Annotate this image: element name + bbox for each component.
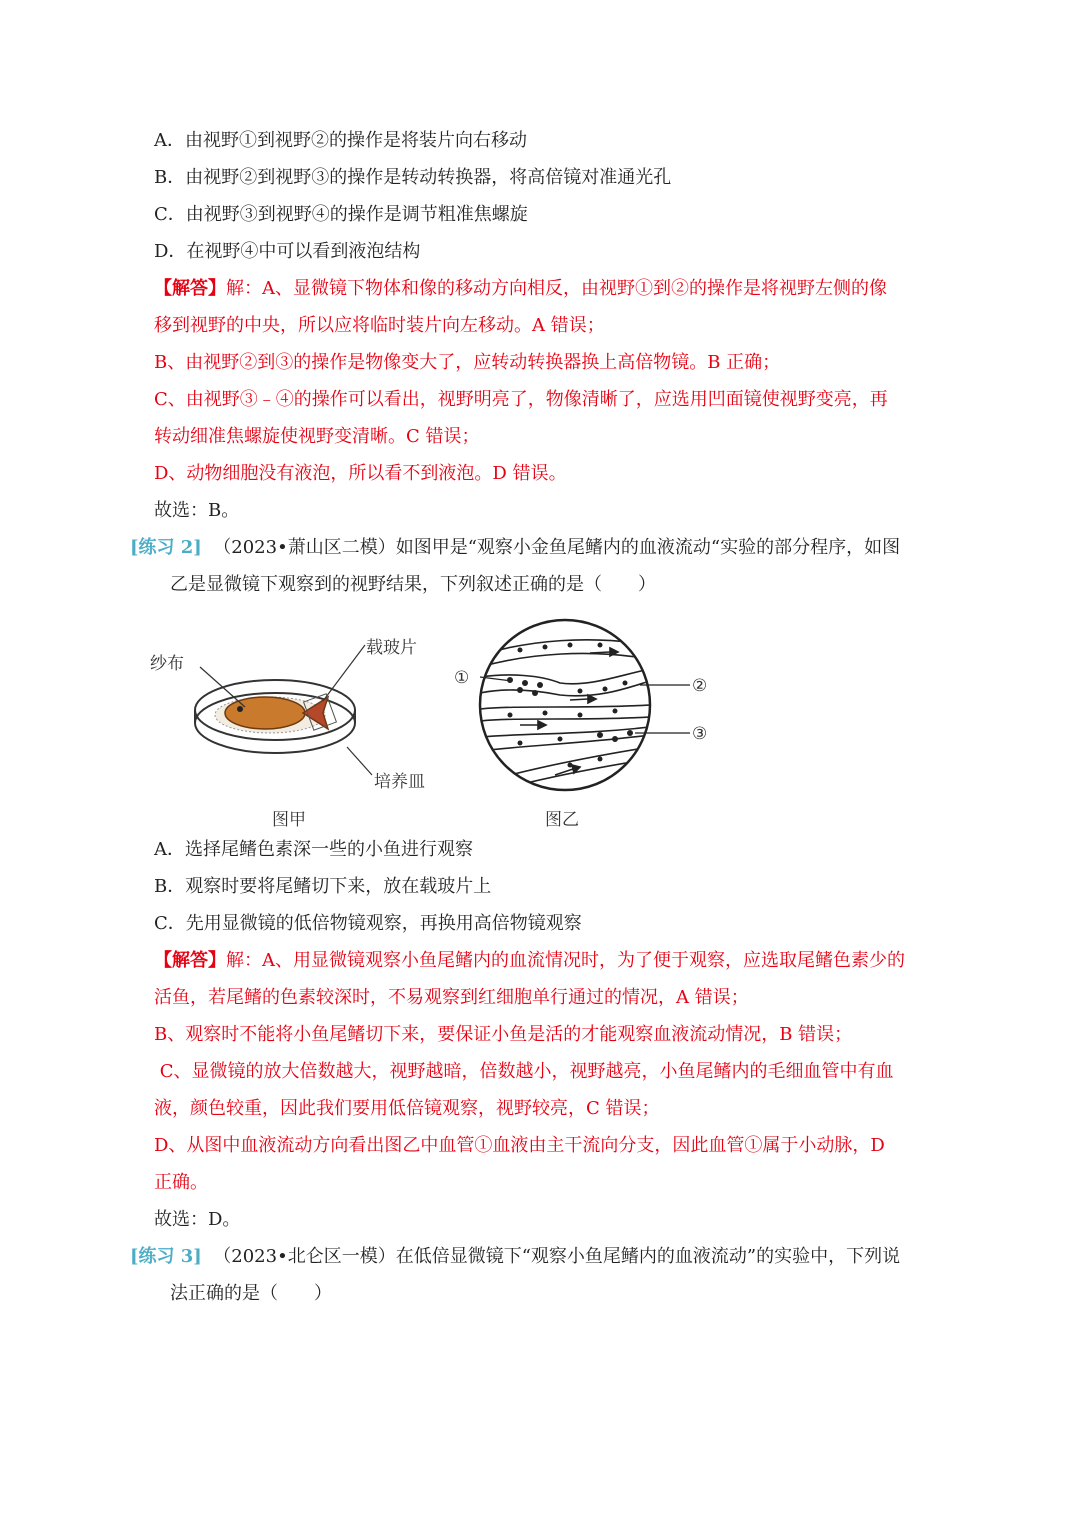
q1-conclusion: 故选：B。 [154, 500, 240, 521]
marker-3: ③ [692, 724, 708, 744]
q3-stem-line-2: 法正确的是（ ） [170, 1283, 332, 1304]
q1-answer-line-5: 转动细准焦螺旋使视野变清晰。C 错误； [154, 426, 480, 447]
q2-option-c: C．先用显微镜的低倍物镜观察，再换用高倍物镜观察 [154, 913, 582, 934]
q2-answer-line-3: B、观察时不能将小鱼尾鳍切下来，要保证小鱼是活的才能观察血液流动情况，B 错误； [154, 1024, 853, 1045]
caption-jia: 图甲 [272, 810, 306, 830]
q1-answer-line-1 [154, 277, 887, 301]
figure-jia-fish-dish [140, 625, 460, 810]
q2-answer-line-7: 正确。 [154, 1172, 208, 1193]
q2-tag: [练习 2] [130, 537, 202, 558]
q3-stem-text-1: （2023•北仑区一模）在低倍显微镜下“观察小鱼尾鳍内的血液流动”的实验中，下列说 [213, 1246, 901, 1267]
q2-answer-line-1 [154, 949, 905, 973]
q1-option-d: D．在视野④中可以看到液泡结构 [154, 241, 421, 262]
label-slide: 载玻片 [366, 638, 417, 658]
label-dish: 培养皿 [374, 772, 425, 792]
q1-option-c: C．由视野③到视野④的操作是调节粗准焦螺旋 [154, 204, 528, 225]
label-gauze: 纱布 [150, 654, 184, 674]
q2-answer-line-5: 液，颜色较重，因此我们要用低倍镜观察，视野较亮，C 错误； [154, 1098, 660, 1119]
q2-option-a: A．选择尾鳍色素深一些的小鱼进行观察 [154, 839, 473, 860]
q1-option-a: A．由视野①到视野②的操作是将装片向右移动 [154, 130, 527, 151]
q1-answer-line-2: 移到视野的中央，所以应将临时装片向左移动。A 错误； [154, 315, 605, 336]
q2-answer-line-4: C、显微镜的放大倍数越大，视野越暗，倍数越小，视野越亮，小鱼尾鳍内的毛细血管中有血 [154, 1061, 894, 1082]
q1-answer-line-3: B、由视野②到③的操作是物像变大了，应转动转换器换上高倍物镜。B 正确； [154, 352, 781, 373]
q2-stem-line-1 [130, 536, 900, 560]
q2-answer-text-1: 解：A、用显微镜观察小鱼尾鳍内的血流情况时，为了便于观察，应选取尾鳍色素少的 [226, 950, 905, 971]
marker-2: ② [692, 676, 708, 696]
figure-yi-microscope-view [450, 605, 720, 805]
q1-answer-text-1: 解：A、显微镜下物体和像的移动方向相反，由视野①到②的操作是将视野左侧的像 [226, 278, 887, 299]
q1-option-b: B．由视野②到视野③的操作是转动转换器，将高倍镜对准通光孔 [154, 167, 672, 188]
q2-stem-text-1: （2023•萧山区二模）如图甲是“观察小金鱼尾鳍内的血液流动“实验的部分程序，如图 [213, 537, 901, 558]
q1-answer-line-6: D、动物细胞没有液泡，所以看不到液泡。D 错误。 [154, 463, 567, 484]
q2-answer-line-6: D、从图中血液流动方向看出图乙中血管①血液由主干流向分支，因此血管①属于小动脉，D [154, 1135, 885, 1156]
q2-stem-line-2: 乙是显微镜下观察到的视野结果，下列叙述正确的是（ ） [170, 574, 656, 595]
q2-conclusion: 故选：D。 [154, 1209, 241, 1230]
q3-stem-line-1 [130, 1245, 900, 1269]
q1-answer-heading: 【解答】 [154, 278, 226, 299]
q2-answer-heading: 【解答】 [154, 950, 226, 971]
caption-yi: 图乙 [545, 810, 579, 830]
q1-answer-line-4: C、由视野③﹣④的操作可以看出，视野明亮了，物像清晰了，应选用凹面镜使视野变亮，再 [154, 389, 888, 410]
q2-answer-line-2: 活鱼，若尾鳍的色素较深时，不易观察到红细胞单行通过的情况，A 错误； [154, 987, 749, 1008]
q2-option-b: B．观察时要将尾鳍切下来，放在载玻片上 [154, 876, 492, 897]
q3-tag: [练习 3] [130, 1246, 202, 1267]
marker-1: ① [454, 668, 470, 688]
